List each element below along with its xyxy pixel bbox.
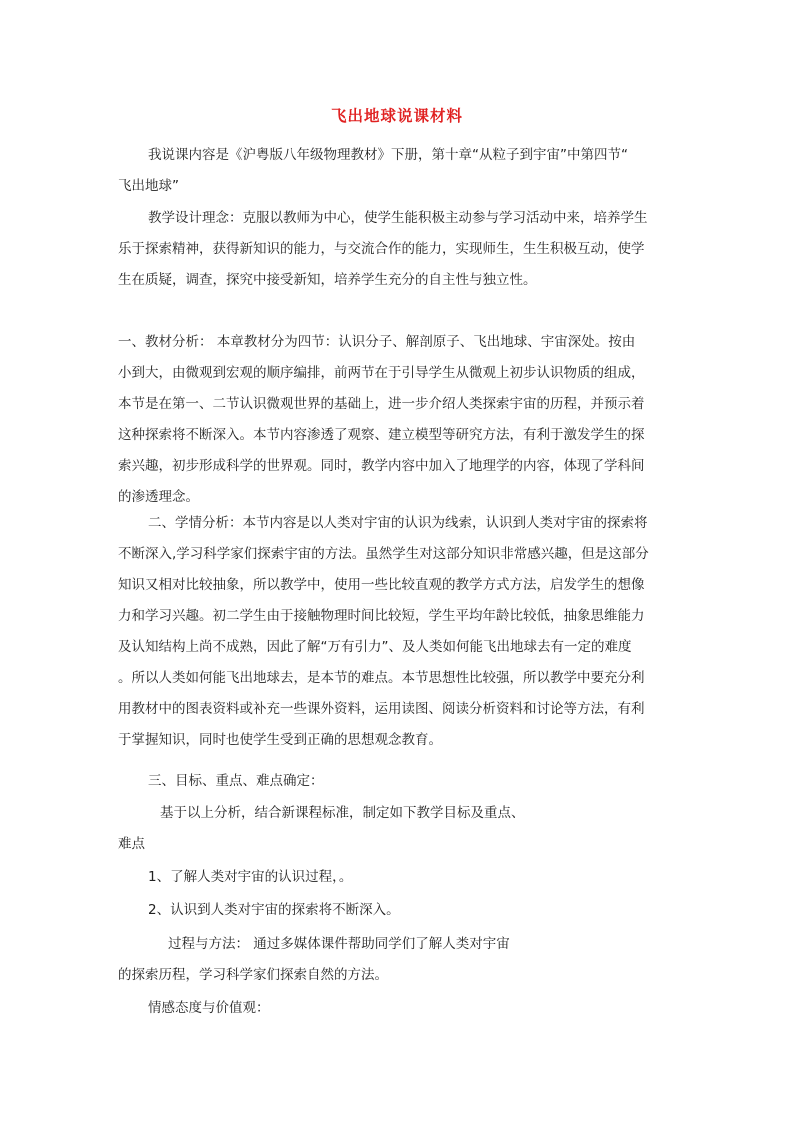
paragraph-line: 索兴趣，初步形成科学的世界观。同时，教学内容中加入了地理学的内容，体现了学科间 [118, 458, 645, 474]
list-item: 2、认识到人类对宇宙的探索将不断深入。 [148, 902, 400, 918]
paragraph-line: 情感态度与价值观： [148, 1000, 270, 1016]
paragraph-line: 难点 [118, 836, 145, 852]
paragraph-line: 基于以上分析，结合新课程标准，制定如下教学目标及重点、 [160, 805, 525, 821]
paragraph-line: 乐于探索精神，获得新知识的能力，与交流合作的能力，实现师生，生生积极互动，使学 [118, 241, 645, 257]
paragraph-line: 于掌握知识，同时也使学生受到正确的思想观念教育。 [118, 732, 442, 748]
paragraph-line: 小到大，由微观到宏观的顺序编排，前两节在于引导学生从微观上初步认识物质的组成， [118, 365, 645, 381]
paragraph-line: 一、教材分析： 本章教材分为四节：认识分子、解剖原子、飞出地球、宇宙深处。按由 [118, 334, 636, 350]
document-title: 飞出地球说课材料 [330, 106, 463, 125]
paragraph-line: 力和学习兴趣。初二学生由于接触物理时间比较短，学生平均年龄比较低，抽象思维能力 [118, 608, 645, 624]
list-item: 1、了解人类对宇宙的认识过程，。 [148, 869, 353, 885]
paragraph-line: 的渗透理念。 [118, 489, 199, 505]
paragraph-line: 用教材中的图表资料或补充一些课外资料，运用读图、阅读分析资料和讨论等方法，有利 [118, 701, 645, 717]
paragraph-line: 及认知结构上尚不成熟，因此了解“万有引力”、及人类如何能飞出地球去有一定的难度 [118, 639, 632, 655]
paragraph-line: 这种探索将不断深入。本节内容渗透了观察、建立模型等研究方法，有利于激发学生的探 [118, 427, 645, 443]
paragraph-line: 知识又相对比较抽象，所以教学中，使用一些比较直观的教学方式方法，启发学生的想像 [118, 577, 645, 593]
paragraph-line: 的探索历程，学习科学家们探索自然的方法。 [118, 967, 388, 983]
paragraph-line: 过程与方法： 通过多媒体课件帮助同学们了解人类对宇宙 [168, 936, 510, 952]
paragraph-line: 生在质疑，调查，探究中接受新知，培养学生充分的自主性与独立性。 [118, 272, 537, 288]
paragraph-line: 本节是在第一、二节认识微观世界的基础上，进一步介绍人类探索宇宙的历程，并预示着 [118, 396, 645, 412]
paragraph-line: 我说课内容是《沪粤版八年级物理教材》下册，第十章“从粒子到宇宙”中第四节“ [148, 147, 628, 163]
section-heading: 三、目标、重点、难点确定： [148, 773, 324, 789]
paragraph-line: 二、学情分析：本节内容是以人类对宇宙的认识为线索，认识到人类对宇宙的探索将 [148, 515, 648, 531]
paragraph-line: 不断深入,学习科学家们探索宇宙的方法。虽然学生对这部分知识非常感兴趣，但是这部分 [118, 546, 649, 562]
paragraph-line: 教学设计理念：克服以教师为中心，使学生能积极主动参与学习活动中来，培养学生 [148, 210, 648, 226]
paragraph-line: 。所以人类如何能飞出地球去，是本节的难点。本节思想性比较强，所以教学中要充分利 [118, 670, 645, 686]
paragraph-line: 飞出地球” [118, 178, 179, 194]
